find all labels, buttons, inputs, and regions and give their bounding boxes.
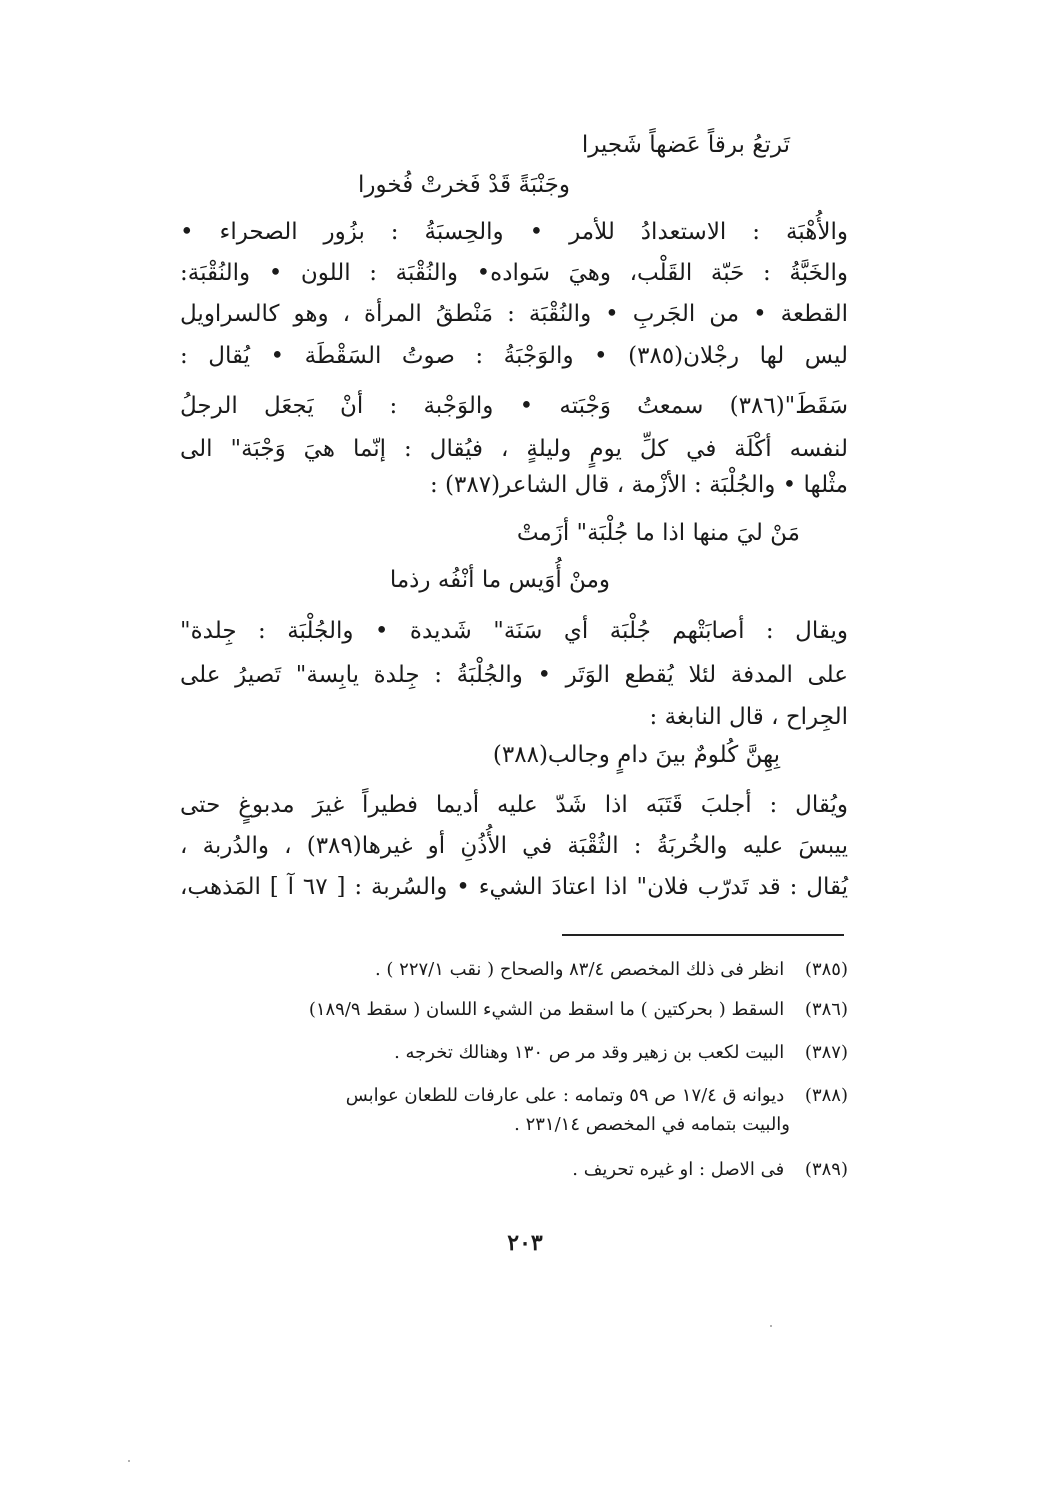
footnote-text: ديوانه ق ١٧/٤ ص ٥٩ وتمامه : على عارفات للطعان عوابس <box>345 1085 785 1106</box>
body-line: يُقال : قد تَدرّب فلان" اذا اعتادَ الشيء • والسُربة : [ ٦٧ آ ] المَذهب، <box>180 874 849 900</box>
body-line: والأُهْبَة : الاستعدادُ للأمر • والحِسبَةُ : بزُور الصحراء • <box>180 219 848 245</box>
footnote-number: (٣٨٧) <box>804 1042 848 1063</box>
footnote-continuation <box>200 1112 848 1138</box>
body-line: والخَبَّةُ : حَبّة القَلْب، وهيَ سَواده• والنُقْبَة : اللون • والنُقْبَة: <box>180 260 848 286</box>
body-line: ويقال : أصابَتْهم جُلْبَة أي سَنَة" شَديدة • والجُلْبَة : جِلدة" <box>180 618 848 644</box>
body-line: ييبسَ عليه والخُربَةُ : الثُقْبَة في الأُذُنِ أو غيرها(٣٨٩) ، والدُربة ، <box>180 833 848 859</box>
body-line: ليس لها رجْلان(٣٨٥) • والوَجْبَةُ : صوتُ السَقْطَة • يُقال : <box>180 343 848 369</box>
footnote-text: البيت لكعب بن زهير وقد مر ص ١٣٠ وهنالك تخرجه . <box>394 1042 785 1063</box>
body-line: ويُقال : أجلبَ قَتَبَه اذا شَدّ عليه أديما فطيراً غيرَ مدبوغٍ حتى <box>180 792 848 818</box>
verse-line-5: بِهِنَّ كُلومٌ بينَ دامٍ وجالب(٣٨٨) <box>492 742 780 768</box>
footnote-text: والبيت بتمامه في المخصص ٢٣١/١٤ . <box>514 1114 790 1135</box>
verse-line-4: ومنْ أُوَيس ما أنْفُه رذما <box>389 567 610 593</box>
footnote <box>200 1157 848 1183</box>
footnote-number: (٣٨٥) <box>804 959 848 980</box>
footnote-separator <box>562 934 844 936</box>
body-line: الجِراح ، قال النابغة : <box>649 704 848 730</box>
footnote <box>200 997 848 1023</box>
scan-speck <box>770 1325 772 1327</box>
body-line: لنفسه أكْلَة في كلِّ يومٍ وليلةٍ ، فيُقال : إنّما هيَ وَجْبَة" الى <box>180 436 848 462</box>
scan-speck <box>128 1460 130 1462</box>
body-line: سَقَطَ"(٣٨٦) سمعتُ وَجْبَته • والوَجْبة : أنْ يَجعَل الرجلُ <box>180 393 848 419</box>
footnote-number: (٣٨٩) <box>804 1159 848 1180</box>
verse-line-3: مَنْ ليَ منها اذا ما جُلْبَة" أزَمتْ <box>516 520 800 546</box>
page-number: ٢٠٣ <box>507 1230 543 1256</box>
body-line: على المدفة لئلا يُقطع الوَتَر • والجُلْبَةُ : جِلدة يابِسة" تَصيرُ على <box>180 662 848 688</box>
verse-line-2: وجَنْبَةً قَدْ فَخرتْ فُخورا <box>358 172 570 198</box>
body-line: مثْلها • والجُلْبَة : الأزْمة ، قال الشاعر(٣٨٧) : <box>429 472 848 498</box>
footnote-text: السقط ( بحركتين ) ما اسقط من الشيء اللسان ( سقط ١٨٩/٩) <box>308 999 785 1020</box>
footnote-number: (٣٨٦) <box>804 999 848 1020</box>
footnote <box>200 1083 848 1109</box>
footnote-number: (٣٨٨) <box>804 1085 848 1106</box>
footnote-text: انظر فى ذلك المخصص ٨٣/٤ والصحاح ( نقب ٢٢٧/١ ) . <box>374 959 785 980</box>
footnote <box>200 957 848 983</box>
verse-line-1: تَرتعُ برقاً عَضهاً شَجيرا <box>581 132 790 158</box>
body-line: القطعة • من الجَربِ • والنُقْبَة : مَنْطقُ المرأة ، وهو كالسراويل <box>180 301 848 327</box>
footnote <box>200 1040 848 1066</box>
footnote-text: فى الاصل : او غيره تحريف . <box>572 1159 785 1180</box>
